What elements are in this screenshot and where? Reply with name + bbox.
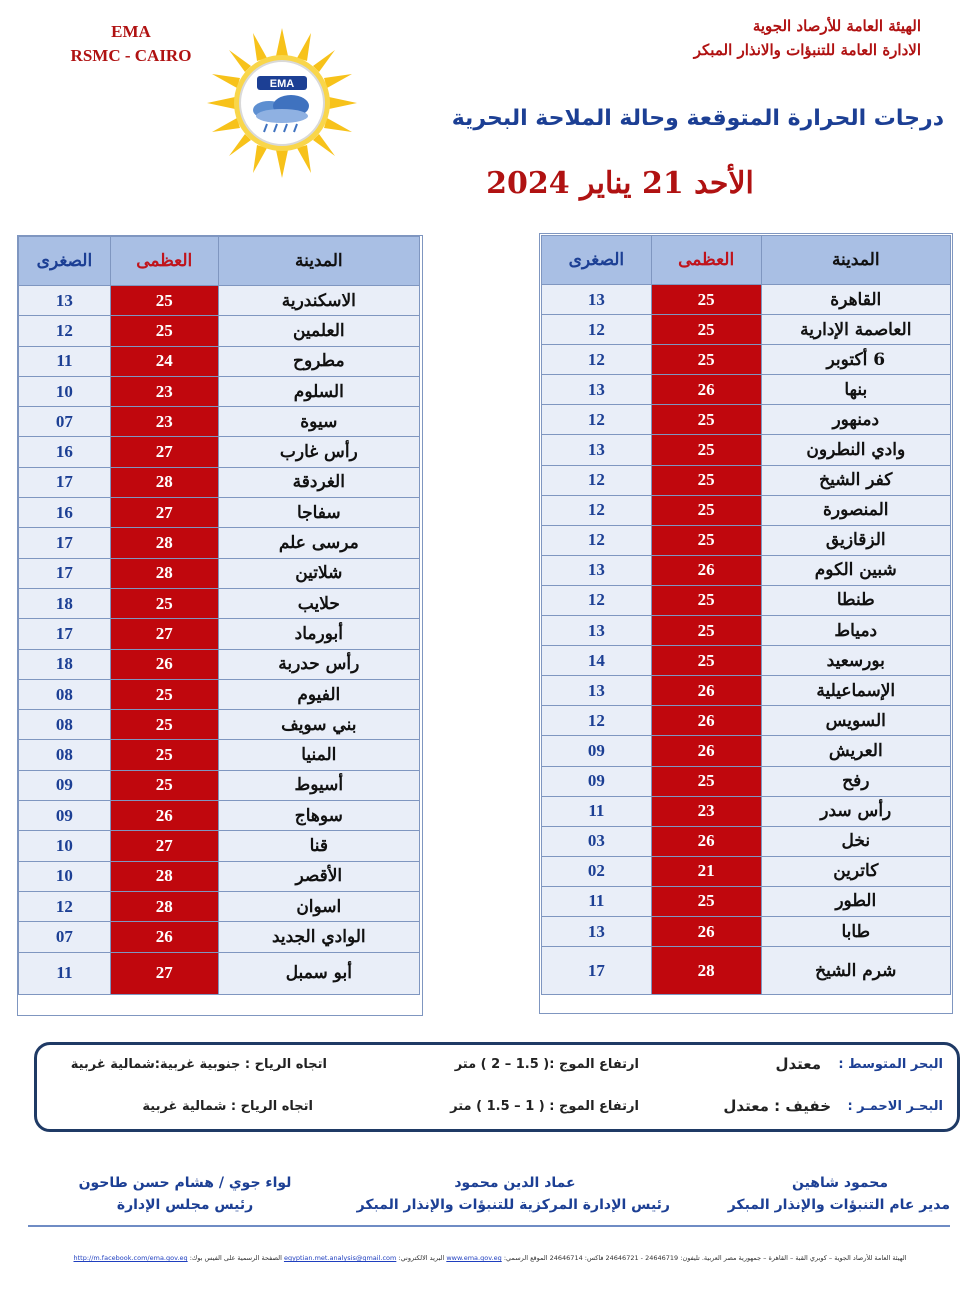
city-cell: بنها [761,375,950,405]
city-cell: قنا [218,831,419,861]
max-temp-cell: 25 [651,465,761,495]
signature-central-admin-head [356,1172,670,1216]
city-cell: رفح [761,766,950,796]
signatory-title: رئيس مجلس الإدارة [116,1197,254,1213]
table-row [19,588,420,618]
red-sea-state: خفيف : معتدل [723,1097,831,1115]
city-cell: السلوم [218,376,419,406]
email-label: البريد الالكتروني: [398,1254,445,1262]
city-cell: رأس حدربة [218,649,419,679]
table-row [542,525,951,555]
city-cell: العلمين [218,316,419,346]
min-column-header: الصغرى [542,236,652,285]
max-temp-cell: 26 [651,375,761,405]
table-row [19,376,420,406]
min-temp-cell: 18 [19,588,111,618]
city-cell: دمنهور [761,405,950,435]
table-row [19,558,420,588]
ema-acronym: EMA [111,22,151,41]
table-row [542,947,951,995]
table-row [19,891,420,921]
max-temp-cell: 21 [651,856,761,886]
red-sea-label: البحـر الاحمـر : [847,1099,943,1114]
red-sea-wave-height: ارتفاع الموج : ( 1 – 1.5 ) متر [450,1099,639,1114]
min-temp-cell: 17 [542,947,652,995]
max-temp-cell: 28 [110,528,218,558]
table-row [19,649,420,679]
max-temp-cell: 25 [651,585,761,615]
min-temp-cell: 11 [19,952,111,994]
min-temp-cell: 13 [542,916,652,946]
max-temp-cell: 23 [110,376,218,406]
city-cell: السويس [761,706,950,736]
city-cell: طابا [761,916,950,946]
min-temp-cell: 13 [542,676,652,706]
table-row [19,316,420,346]
table-row [542,375,951,405]
mediterranean-state: معتدل [775,1055,821,1073]
max-temp-cell: 28 [110,891,218,921]
table-row [542,676,951,706]
forecast-date: الأحد 21 يناير 2024 [486,166,754,201]
min-temp-cell: 17 [19,619,111,649]
organization-line-1: الهيئة العامة للأرصاد الجوية [752,17,921,35]
city-cell: المنيا [218,740,419,770]
footer-contact [30,1254,950,1262]
min-temp-cell: 09 [542,736,652,766]
min-temp-cell: 03 [542,826,652,856]
city-cell: مطروح [218,346,419,376]
max-temp-cell: 25 [651,315,761,345]
table-header-row [19,237,420,286]
city-cell: وادي النطرون [761,435,950,465]
city-column-header: المدينة [761,236,950,285]
website-link[interactable]: www.ema.gov.eg [446,1254,502,1262]
table-row [542,585,951,615]
max-temp-cell: 25 [110,588,218,618]
facebook-link[interactable]: http://m.facebook.com/ema.gov.eg [73,1254,188,1262]
max-temp-cell: 26 [651,676,761,706]
max-temp-cell: 25 [651,766,761,796]
rsmc-cairo-label: RSMC - CAIRO [70,46,192,65]
organization-name [694,14,921,62]
city-cell: بورسعيد [761,646,950,676]
city-cell: الإسماعيلية [761,676,950,706]
city-cell: رأس سدر [761,796,950,826]
max-temp-cell: 23 [110,407,218,437]
signature-board-chairman [70,1172,300,1216]
max-temp-cell: 25 [110,740,218,770]
table-row [542,766,951,796]
max-temp-cell: 28 [110,467,218,497]
table-row [542,555,951,585]
min-temp-cell: 14 [542,646,652,676]
max-temp-cell: 27 [110,952,218,994]
signatory-name: عماد الدين محمود [454,1175,576,1191]
min-temp-cell: 12 [542,465,652,495]
facebook-label: الصفحة الرسمية على الفيس بوك: [187,1254,282,1262]
min-temp-cell: 08 [19,710,111,740]
table-row [19,346,420,376]
min-temp-cell: 13 [542,435,652,465]
city-cell: بني سويف [218,710,419,740]
rsmc-code [58,20,204,68]
table-row [19,922,420,952]
max-temp-cell: 25 [110,316,218,346]
city-cell: كفر الشيخ [761,465,950,495]
min-temp-cell: 18 [19,649,111,679]
min-temp-cell: 13 [542,375,652,405]
max-column-header: العظمى [110,237,218,286]
max-temp-cell: 25 [651,616,761,646]
min-temp-cell: 17 [19,467,111,497]
city-cell: الفيوم [218,679,419,709]
max-temp-cell: 26 [651,736,761,766]
table-row [542,706,951,736]
min-temp-cell: 12 [542,706,652,736]
min-temp-cell: 09 [19,801,111,831]
max-temp-cell: 28 [110,558,218,588]
max-temp-cell: 25 [651,495,761,525]
min-temp-cell: 12 [19,316,111,346]
min-temp-cell: 12 [19,891,111,921]
min-temp-cell: 12 [542,585,652,615]
table-row [19,528,420,558]
min-temp-cell: 16 [19,437,111,467]
ema-sun-logo [207,28,357,178]
city-cell: القاهرة [761,285,950,315]
city-cell: سيوة [218,407,419,437]
min-temp-cell: 17 [19,558,111,588]
mediterranean-wave-height: ارتفاع الموج :( 1.5 – 2 ) متر [454,1057,639,1072]
max-temp-cell: 27 [110,437,218,467]
signatory-name: محمود شاهين [791,1175,889,1191]
max-temp-cell: 25 [651,886,761,916]
city-cell: سفاجا [218,498,419,528]
max-temp-cell: 27 [110,498,218,528]
table-row [542,616,951,646]
min-temp-cell: 12 [542,525,652,555]
max-column-header: العظمى [651,236,761,285]
max-temp-cell: 25 [110,710,218,740]
min-temp-cell: 08 [19,679,111,709]
table-row [19,831,420,861]
table-row [542,315,951,345]
min-temp-cell: 17 [19,528,111,558]
organization-line-2: الادارة العامة للتنبؤات والانذار المبكر [693,41,921,59]
max-temp-cell: 26 [651,826,761,856]
table-row [19,437,420,467]
city-cell: طنطا [761,585,950,615]
min-temp-cell: 10 [19,376,111,406]
min-column-header: الصغرى [19,237,111,286]
table-row [542,856,951,886]
city-cell: كاترين [761,856,950,886]
max-temp-cell: 28 [110,861,218,891]
table-row [19,770,420,800]
max-temp-cell: 28 [651,947,761,995]
city-cell: أبورماد [218,619,419,649]
max-temp-cell: 26 [651,916,761,946]
table-row [19,679,420,709]
logo-text: EMA [269,78,295,90]
min-temp-cell: 08 [19,740,111,770]
city-cell: الغردقة [218,467,419,497]
table-row [542,826,951,856]
min-temp-cell: 13 [542,285,652,315]
signature-forecast-director [727,1172,950,1216]
max-temp-cell: 25 [651,345,761,375]
city-cell: أبو سمبل [218,952,419,994]
max-temp-cell: 25 [110,286,218,316]
right-temperature-table [541,235,951,995]
table-row [542,435,951,465]
table-header-row [542,236,951,285]
table-row [19,861,420,891]
signatory-title: رئيس الإدارة المركزية للتنبؤات والإنذار المبكر [356,1197,670,1213]
max-temp-cell: 25 [651,405,761,435]
table-row [19,801,420,831]
max-temp-cell: 26 [651,555,761,585]
table-row [19,498,420,528]
city-cell: دمياط [761,616,950,646]
table-row [542,736,951,766]
signatory-title: مدير عام التنبؤات والإنذار المبكر [727,1197,950,1213]
city-cell: مرسى علم [218,528,419,558]
city-cell: شبين الكوم [761,555,950,585]
min-temp-cell: 13 [542,616,652,646]
table-row [542,285,951,315]
max-temp-cell: 25 [651,646,761,676]
city-cell: 6 أكتوبر [761,345,950,375]
page-title: درجات الحرارة المتوقعة وحالة الملاحة البحرية [451,106,944,131]
max-temp-cell: 27 [110,831,218,861]
min-temp-cell: 13 [19,286,111,316]
table-row [542,646,951,676]
table-row [542,796,951,826]
city-cell: أسيوط [218,770,419,800]
min-temp-cell: 07 [19,922,111,952]
table-row [19,407,420,437]
min-temp-cell: 10 [19,861,111,891]
mediterranean-label: البحر المتوسط : [838,1057,943,1072]
email-link[interactable]: egyptian.met.analysis@gmail.com [283,1254,397,1262]
table-row [542,495,951,525]
city-cell: المنصورة [761,495,950,525]
min-temp-cell: 12 [542,405,652,435]
table-row [542,465,951,495]
city-cell: رأس غارب [218,437,419,467]
table-row [19,467,420,497]
min-temp-cell: 12 [542,315,652,345]
city-cell: سوهاج [218,801,419,831]
min-temp-cell: 07 [19,407,111,437]
table-row [19,740,420,770]
table-row [19,286,420,316]
city-cell: الطور [761,886,950,916]
max-temp-cell: 26 [110,922,218,952]
footer-address: الهيئة العامة للأرصاد الجوية – كوبري القبة – القاهرة – جمهورية مصر العربية. تليفون: 24646719 - 24646721 فاكس: 24646714 الموقع الرسمي: [503,1254,907,1262]
min-temp-cell: 02 [542,856,652,886]
left-temperature-table [18,236,420,995]
city-cell: الاسكندرية [218,286,419,316]
max-temp-cell: 27 [110,619,218,649]
city-cell: حلايب [218,588,419,618]
min-temp-cell: 12 [542,345,652,375]
marine-conditions-box [34,1042,960,1132]
mediterranean-wind-direction: اتجاه الرياح : جنوبية غربية:شمالية غربية [70,1057,327,1072]
footer-divider [28,1225,950,1227]
min-temp-cell: 09 [542,766,652,796]
min-temp-cell: 10 [19,831,111,861]
red-sea-wind-direction: اتجاه الرياح : شمالية غربية [142,1099,313,1114]
city-cell: الأقصر [218,861,419,891]
table-row [542,916,951,946]
table-row [19,619,420,649]
min-temp-cell: 11 [19,346,111,376]
city-column-header: المدينة [218,237,419,286]
city-cell: الزقازيق [761,525,950,555]
min-temp-cell: 11 [542,886,652,916]
max-temp-cell: 25 [651,435,761,465]
table-row [19,952,420,994]
max-temp-cell: 25 [651,285,761,315]
city-cell: شرم الشيخ [761,947,950,995]
city-cell: الوادي الجديد [218,922,419,952]
city-cell: العريش [761,736,950,766]
max-temp-cell: 26 [651,706,761,736]
max-temp-cell: 26 [110,649,218,679]
city-cell: شلاتين [218,558,419,588]
min-temp-cell: 09 [19,770,111,800]
min-temp-cell: 13 [542,555,652,585]
signatory-name: لواء جوي / هشام حسن طاحون [78,1175,292,1191]
city-cell: العاصمة الإدارية [761,315,950,345]
max-temp-cell: 23 [651,796,761,826]
max-temp-cell: 24 [110,346,218,376]
table-row [19,710,420,740]
max-temp-cell: 26 [110,801,218,831]
min-temp-cell: 12 [542,495,652,525]
max-temp-cell: 25 [110,770,218,800]
min-temp-cell: 16 [19,498,111,528]
max-temp-cell: 25 [651,525,761,555]
table-row [542,405,951,435]
min-temp-cell: 11 [542,796,652,826]
city-cell: اسوان [218,891,419,921]
table-row [542,345,951,375]
city-cell: نخل [761,826,950,856]
table-row [542,886,951,916]
max-temp-cell: 25 [110,679,218,709]
